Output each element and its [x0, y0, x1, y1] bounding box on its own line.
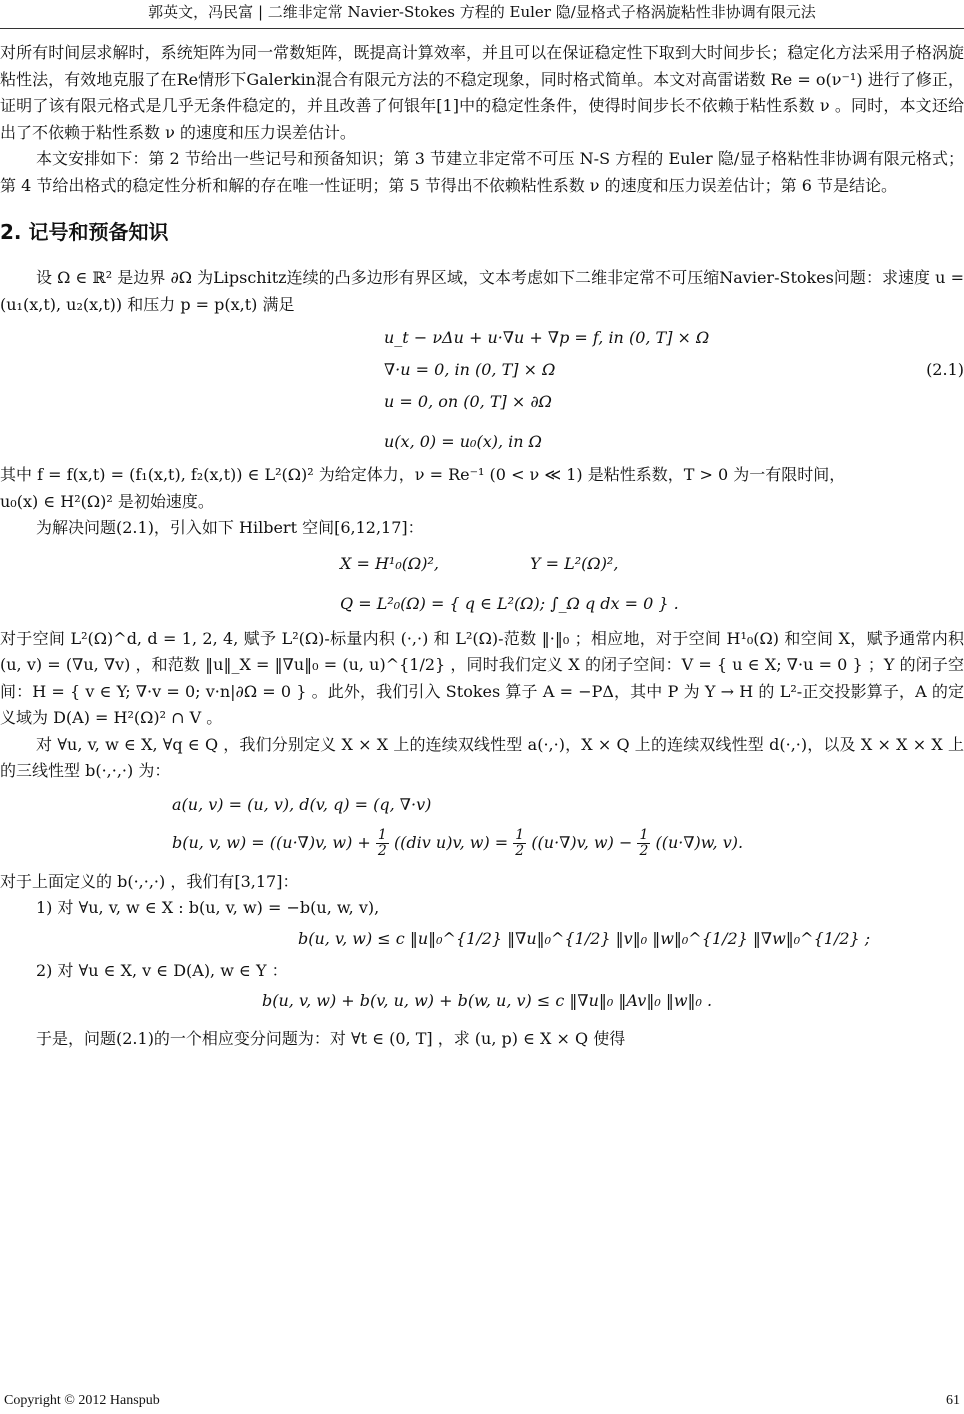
where-paragraph-2: u₀(x) ∈ H²(Ω)² 是初始速度。 [0, 491, 214, 511]
forms-line-1: a(u, v) = (u, v), d(v, q) = (q, ∇·v) [172, 794, 432, 814]
forms-definitions [0, 789, 964, 865]
equation-number: (2.1) [926, 360, 964, 379]
b-form-part-2: ((div u)v, w) = [393, 832, 509, 852]
running-header: 郭英文，冯民富 | 二维非定常 Navier-Stokes 方程的 Euler 隐/显格式子格涡旋粘性非协调有限元法 [148, 3, 816, 21]
intro-paragraph-2: 本文安排如下：第 2 节给出一些记号和预备知识；第 3 节建立非定常不可压 N-S 方程的 Euler 隐/显子格粘性非协调有限元格式；第 4 节给出格式的稳定性分析和解的存在唯一性证明；第 5 节得出不依赖粘性系数 ν 的速度和压力误差估计；第 6 节是结论。 [0, 149, 964, 195]
b-form-part-3: ((u·∇)v, w) − [531, 832, 633, 852]
b-form-part-1: b(u, v, w) = ((u·∇)v, w) + [172, 832, 371, 852]
frac-num: 1 [515, 826, 525, 843]
property-2-inequality-row [0, 984, 964, 1020]
header-rule [0, 28, 964, 29]
problem-statement: 设 Ω ∈ ℝ² 是边界 ∂Ω 为Lipschitz连续的凸多边形有界区域，文本考虑如下二维非定常不可压缩Navier-Stokes问题：求速度 u = (u₁(x,t), u₂(x,t)) 和压力 p = p(x,t) 满足 [0, 268, 964, 314]
property-2: 2) 对 ∀u ∈ X, v ∈ D(A), w ∈ Y ： [36, 960, 288, 980]
space-definitions [0, 548, 964, 620]
hilbert-paragraph: 为解决问题(2.1)，引入如下 Hilbert 空间[6,12,17]： [36, 518, 424, 537]
space-x: X = H¹₀(Ω)², [340, 553, 439, 573]
frac-den: 2 [515, 842, 525, 859]
variational-paragraph: 于是，问题(2.1)的一个相应变分问题为：对 ∀t ∈ (0, T] ，求 (u, p) ∈ X × Q 使得 [36, 1029, 626, 1048]
property-2-inequality: b(u, v, w) + b(v, u, w) + b(w, u, v) ≤ c ‖∇u‖₀ ‖Av‖₀ ‖w‖₀ . [262, 991, 713, 1010]
half-fraction-1 [376, 828, 389, 859]
eq21-line-2: ∇·u = 0, in (0, T] × Ω [384, 360, 556, 379]
page-footer [4, 1392, 960, 1410]
eq21-line-4: u(x, 0) = u₀(x), in Ω [384, 432, 542, 451]
space-q: Q = L²₀(Ω) = { q ∈ L²(Ω); ∫_Ω q dx = 0 } . [340, 593, 679, 613]
frac-den: 2 [639, 842, 649, 859]
page-number: 61 [946, 1393, 960, 1408]
frac-den: 2 [377, 842, 387, 859]
frac-num: 1 [639, 826, 649, 843]
b-form-part-4: ((u·∇)w, v). [655, 832, 744, 852]
eq21-line-3: u = 0, on (0, T] × ∂Ω [384, 392, 552, 411]
section-heading: 2. 记号和预备知识 [0, 220, 169, 244]
forms-line-2 [172, 827, 743, 859]
where-paragraph-1: 其中 f = f(x,t) = (f₁(x,t), f₂(x,t)) ∈ L²(Ω)² 为给定体力，ν = Re⁻¹ (0 < ν ≪ 1) 是粘性系数，T > 0 为一有限时间， [0, 465, 846, 484]
property-1-inequality: b(u, v, w) ≤ c ‖u‖₀^{1/2} ‖∇u‖₀^{1/2} ‖v‖₀ ‖w‖₀^{1/2} ‖∇w‖₀^{1/2} ; [298, 928, 871, 948]
forms-paragraph: 对 ∀u, v, w ∈ X, ∀q ∈ Q ，我们分别定义 X × X 上的连续双线性型 a(·,·)，X × Q 上的连续双线性型 d(·,·)，以及 X × X × X 上的三线性型 b(·,·,·) 为： [0, 734, 964, 780]
frac-num: 1 [377, 826, 387, 843]
property-1: 1) 对 ∀u, v, w ∈ X : b(u, v, w) = −b(u, w, v), [36, 898, 380, 917]
eq21-line-1: u_t − νΔu + u·∇u + ∇p = f, in (0, T] × Ω [384, 328, 710, 347]
intro-paragraph-1: 对所有时间层求解时，系统矩阵为同一常数矩阵，既提高计算效率，并且可以在保证稳定性下取到大时间步长；稳定化方法采用子格涡旋粘性法，有效地克服了在Re情形下Galerkin混合有限元方法的不稳定现象，同时格式简单。本文对高雷诺数 Re = o(ν⁻¹) 进行了修正，证明了该有限元格式是几乎无条件稳定的，并且改善了何银年[1]中的稳定性条件，使得时间步长不依赖于粘性系数 ν 。同时，本文还给出了不依赖于粘性系数 ν 的速度和压力误差估计。 [0, 43, 964, 142]
half-fraction-3 [637, 828, 650, 859]
equation-2-1 [0, 322, 964, 458]
property-1-inequality-row [0, 922, 964, 958]
inner-product-paragraph: 对于空间 L²(Ω)^d, d = 1, 2, 4, 赋予 L²(Ω)-标量内积 (·,·) 和 L²(Ω)-范数 ‖·‖₀ ；相应地，对于空间 H¹₀(Ω) 和空间 X，赋予通常内积 (u, v) = (∇u, ∇v) ，和范数 ‖u‖_X = ‖∇u‖₀ = (u, u)^{1/2} ，同时我们定义 X 的闭子空间：V = { u ∈ X; ∇·u = 0 } ；Y 的闭子空间：H = { v ∈ Y; ∇·v = 0; v·n|∂Ω = 0 } 。此外，我们引入 Stokes 算子 A = −PΔ，其中 P 为 Y → H 的 L²-正交投影算子，A 的定义域为 D(A) = H²(Ω)² ∩ V 。 [0, 628, 964, 727]
half-fraction-2 [513, 828, 526, 859]
copyright-notice: Copyright © 2012 Hanspub [4, 1393, 160, 1408]
trilinear-properties-intro: 对于上面定义的 b(·,·,·) ，我们有[3,17]： [0, 871, 299, 891]
space-y: Y = L²(Ω)², [530, 553, 619, 573]
page-body [0, 40, 964, 1053]
